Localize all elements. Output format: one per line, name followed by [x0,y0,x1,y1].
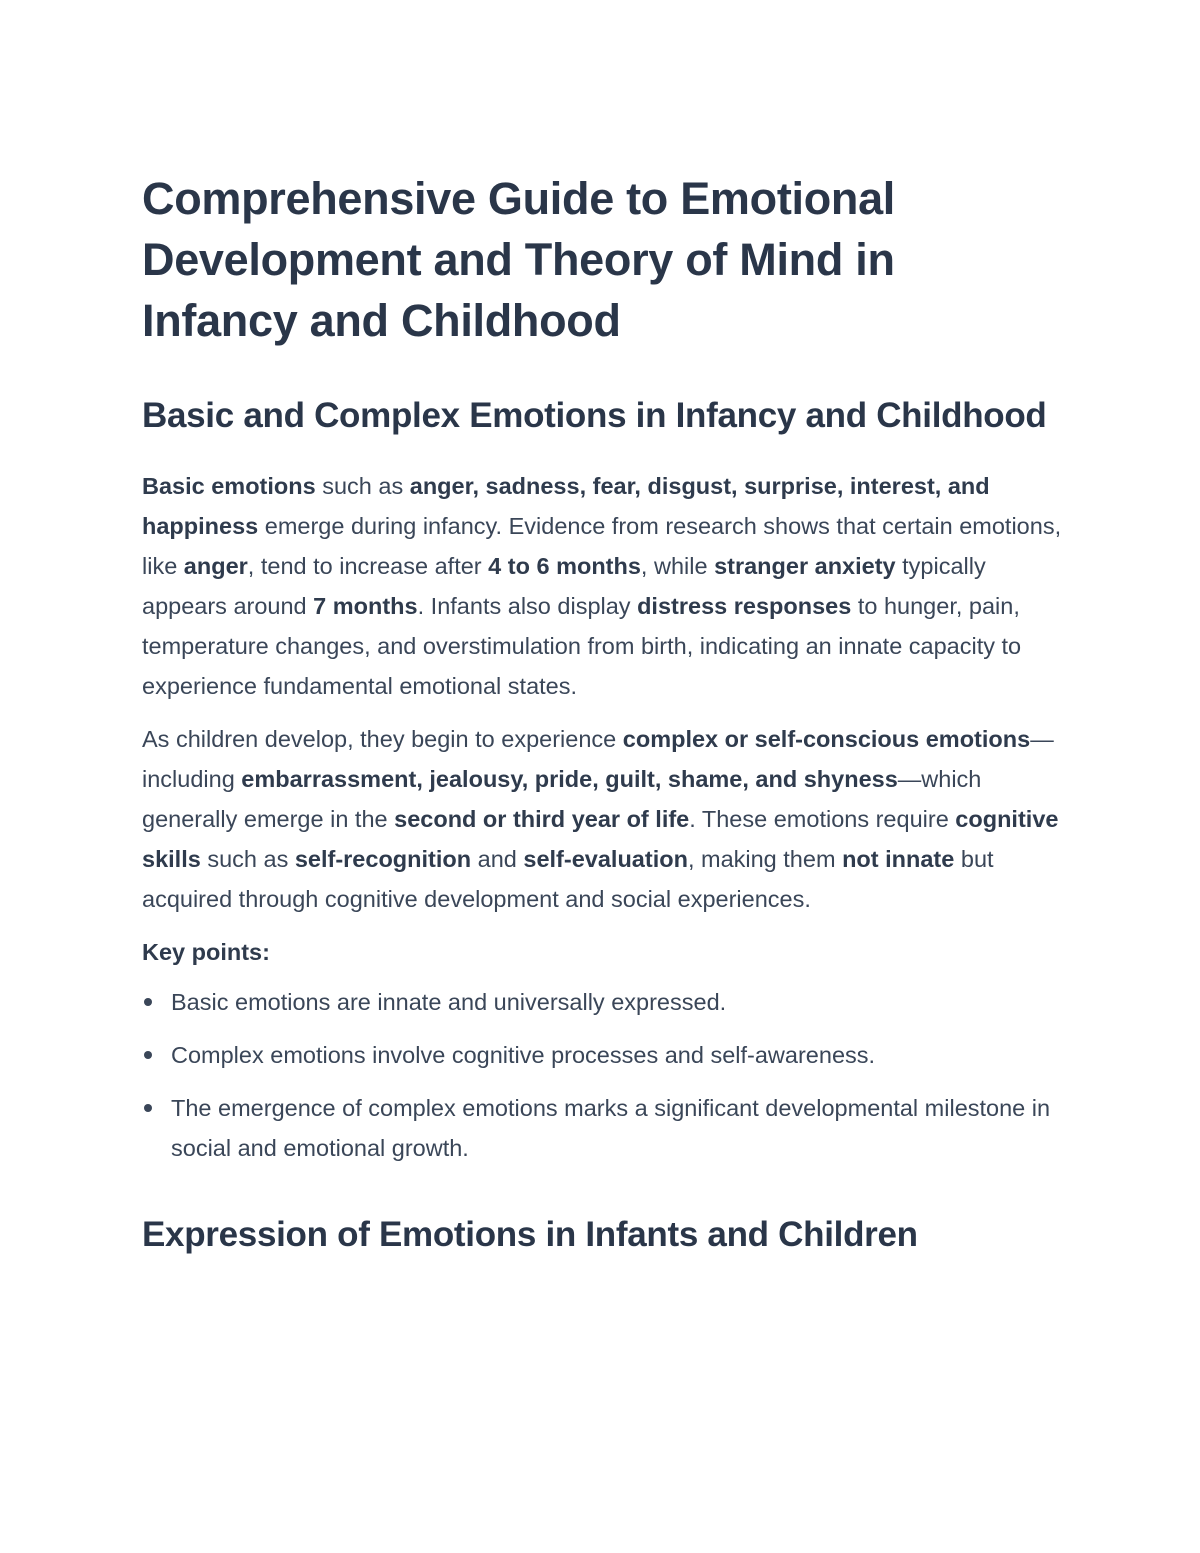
bold-text: embarrassment, jealousy, pride, guilt, shame, and shyness [241,766,898,792]
section-heading-basic-complex-emotions: Basic and Complex Emotions in Infancy and Childhood [142,396,1047,435]
bold-text: 4 to 6 months [488,553,641,579]
bullet-icon [144,1104,152,1112]
bold-text: distress responses [637,593,852,619]
section-heading-expression-of-emotions: Expression of Emotions in Infants and Children [142,1215,918,1254]
bold-text: self-evaluation [523,846,688,872]
bold-text: second or third year of life [394,806,690,832]
bold-text: stranger anxiety [714,553,896,579]
bold-text: anger [183,553,248,579]
bold-text: complex or self-conscious emotions [622,726,1031,752]
list-item: The emergence of complex emotions marks a significant developmental milestone in social and emotional growth. [142,1088,1062,1168]
bold-text: cognitive skills [142,806,1059,872]
bold-text: anger, sadness, fear, disgust, surprise, interest, and happiness [142,473,990,539]
bold-text: 7 months [313,593,418,619]
key-points-label: Key points: [142,939,270,965]
bold-text: self-recognition [294,846,472,872]
bold-text: not innate [842,846,955,872]
paragraph-basic-emotions: Basic emotions such as anger, sadness, fear, disgust, surprise, interest, and happiness emerge during infancy. Evidence from research shows that certain emotions, like anger, tend to increase after 4 to 6 months, while stranger anxiety typically appears around 7 months. Infants also display distress responses to hunger, pain, temperature changes, and overstimulation from birth, indicating an innate capacity to experience fundamental emotional states. [142,473,1062,699]
paragraph-complex-emotions: As children develop, they begin to experience complex or self-conscious emotions—including embarrassment, jealousy, pride, guilt, shame, and shyness—which generally emerge in the second or third year of life. These emotions require cognitive skills such as self-recognition and self-evaluation, making them not innate but acquired through cognitive development and social experiences. [142,726,1059,912]
key-points-list [142,982,1062,1168]
document-page [142,168,1062,1285]
bullet-icon [144,1051,152,1059]
bullet-icon [144,998,152,1006]
bold-text: Basic emotions [142,473,316,499]
page-title: Comprehensive Guide to Emotional Development and Theory of Mind in Infancy and Childhood [142,173,896,346]
list-item: Complex emotions involve cognitive processes and self-awareness. [142,1035,1062,1075]
list-item: Basic emotions are innate and universally expressed. [142,982,1062,1022]
